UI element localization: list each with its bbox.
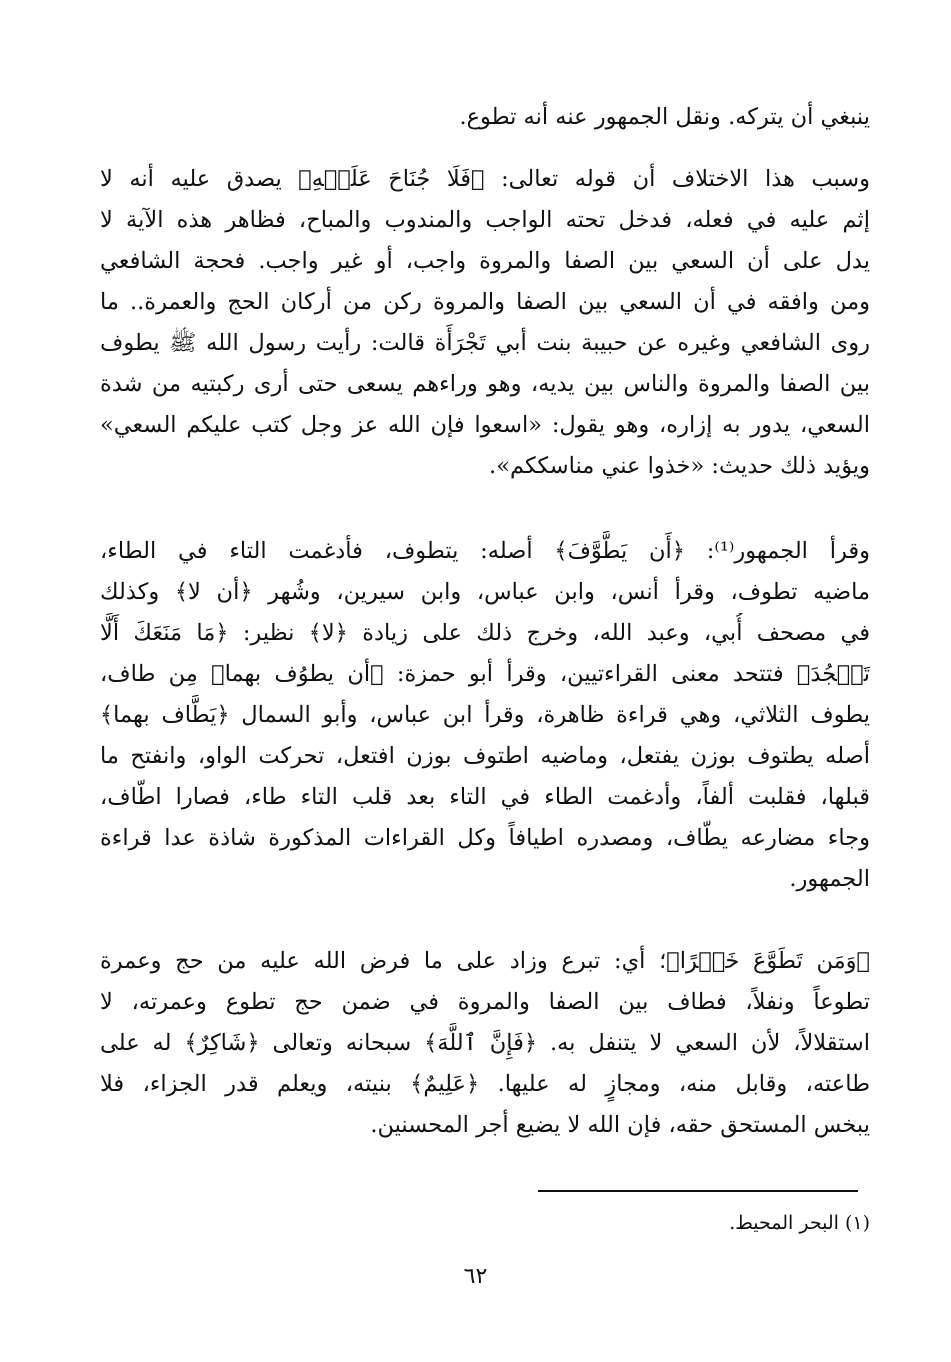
page-number: ٦٢ [463,1264,488,1289]
footnote-divider [538,1190,858,1192]
text-line: تطوعاً ونفلاً، فطاف بين الصفا والمروة في ضمن حج تطوع وعمرته، لا [100,989,870,1015]
text-line: السعي، يدور به إزاره، وهو يقول: «اسعوا فإن الله عز وجل كتب عليكم السعي» [100,412,870,438]
paragraph-2 [100,159,870,487]
paragraph-4 [100,941,870,1146]
paragraph-1 [100,97,870,138]
text-line: يطوف الثلاثي، وهي قراءة ظاهرة، وقرأ ابن عباس، وأبو السمال ﴿يَطَّاف بهما﴾ [100,702,870,728]
text-line: إثم عليه في فعله، فدخل تحته الواجب والمندوب والمباح، فظاهر هذه الآية لا [100,207,870,233]
text-line: ومن وافقه في أن السعي بين الصفا والمروة ركن من أركان الحج والعمرة.. ما [100,289,870,315]
paragraph-3 [100,531,870,900]
text-line: وقرأ الجمهور⁽¹⁾: ﴿أَن يَطَّوَّفَ﴾ أصله: يتطوف، فأدغمت التاء في الطاء، [100,538,870,564]
text-line: قبلها، فقلبت ألفاً، وأدغمت الطاء في التاء بعد قلب التاء طاء، فصارا اطّاف، [100,784,870,810]
text-line: ماضيه تطوف، وقرأ أنس، وابن عباس، وابن سيرين، وشُهر ﴿أن لا﴾ وكذلك [100,579,870,605]
text-line: يدل على أن السعي بين الصفا والمروة واجب، أو غير واجب. فحجة الشافعي [100,248,870,274]
text-line: روى الشافعي وغيره عن حبيبة بنت أبي تَجْرَأَة قالت: رأيت رسول الله ﷺ يطوف [100,330,870,356]
text-line: ﴿وَمَن تَطَوَّعَ خَيۡرًا﴾؛ أي: تبرع وزاد على ما فرض الله عليه من حج وعمرة [100,948,870,974]
text-line: ويؤيد ذلك حديث: «خذوا عني مناسككم». [489,453,870,479]
text-line: تَسۡجُدَ﴾ فتتحد معنى القراءتيين، وقرأ أبو حمزة: ﴿أن يطوُف بهما﴾ مِن طاف، [100,661,870,687]
text-line: وسبب هذا الاختلاف أن قوله تعالى: ﴿فَلَا جُنَاحَ عَلَيۡهِ﴾ يصدق عليه أنه لا [100,166,870,192]
text-line: ينبغي أن يتركه. ونقل الجمهور عنه أنه تطوع. [459,104,870,130]
text-line: وجاء مضارعه يطّاف، ومصدره اطيافاً وكل القراءات المذكورة شاذة عدا قراءة [100,825,870,851]
text-line: الجمهور. [789,866,870,892]
text-line: يبخس المستحق حقه، فإن الله لا يضيع أجر المحسنين. [370,1112,870,1138]
text-line: طاعته، وقابل منه، ومجازٍ له عليها. ﴿عَلِيمٌ﴾ بنيته، ويعلم قدر الجزاء، فلا [100,1071,870,1097]
text-line: استقلالاً، لأن السعي لا يتنفل به. ﴿فَإِنَّ ٱللَّهَ﴾ سبحانه وتعالى ﴿شَاكِرٌ﴾ له على [100,1030,870,1056]
footnote: (١) البحر المحيط. [729,1212,870,1234]
text-line: بين الصفا والمروة والناس بين يديه، وهو وراءهم يسعى حتى أرى ركبتيه من شدة [100,371,870,397]
text-line: أصله يطتوف بوزن يفتعل، وماضيه اطتوف بوزن افتعل، تحركت الواو، وانفتح ما [100,743,870,769]
text-line: في مصحف أُبي، وعبد الله، وخرج ذلك على زيادة ﴿لا﴾ نظير: ﴿مَا مَنَعَكَ أَلَّا [100,620,870,646]
